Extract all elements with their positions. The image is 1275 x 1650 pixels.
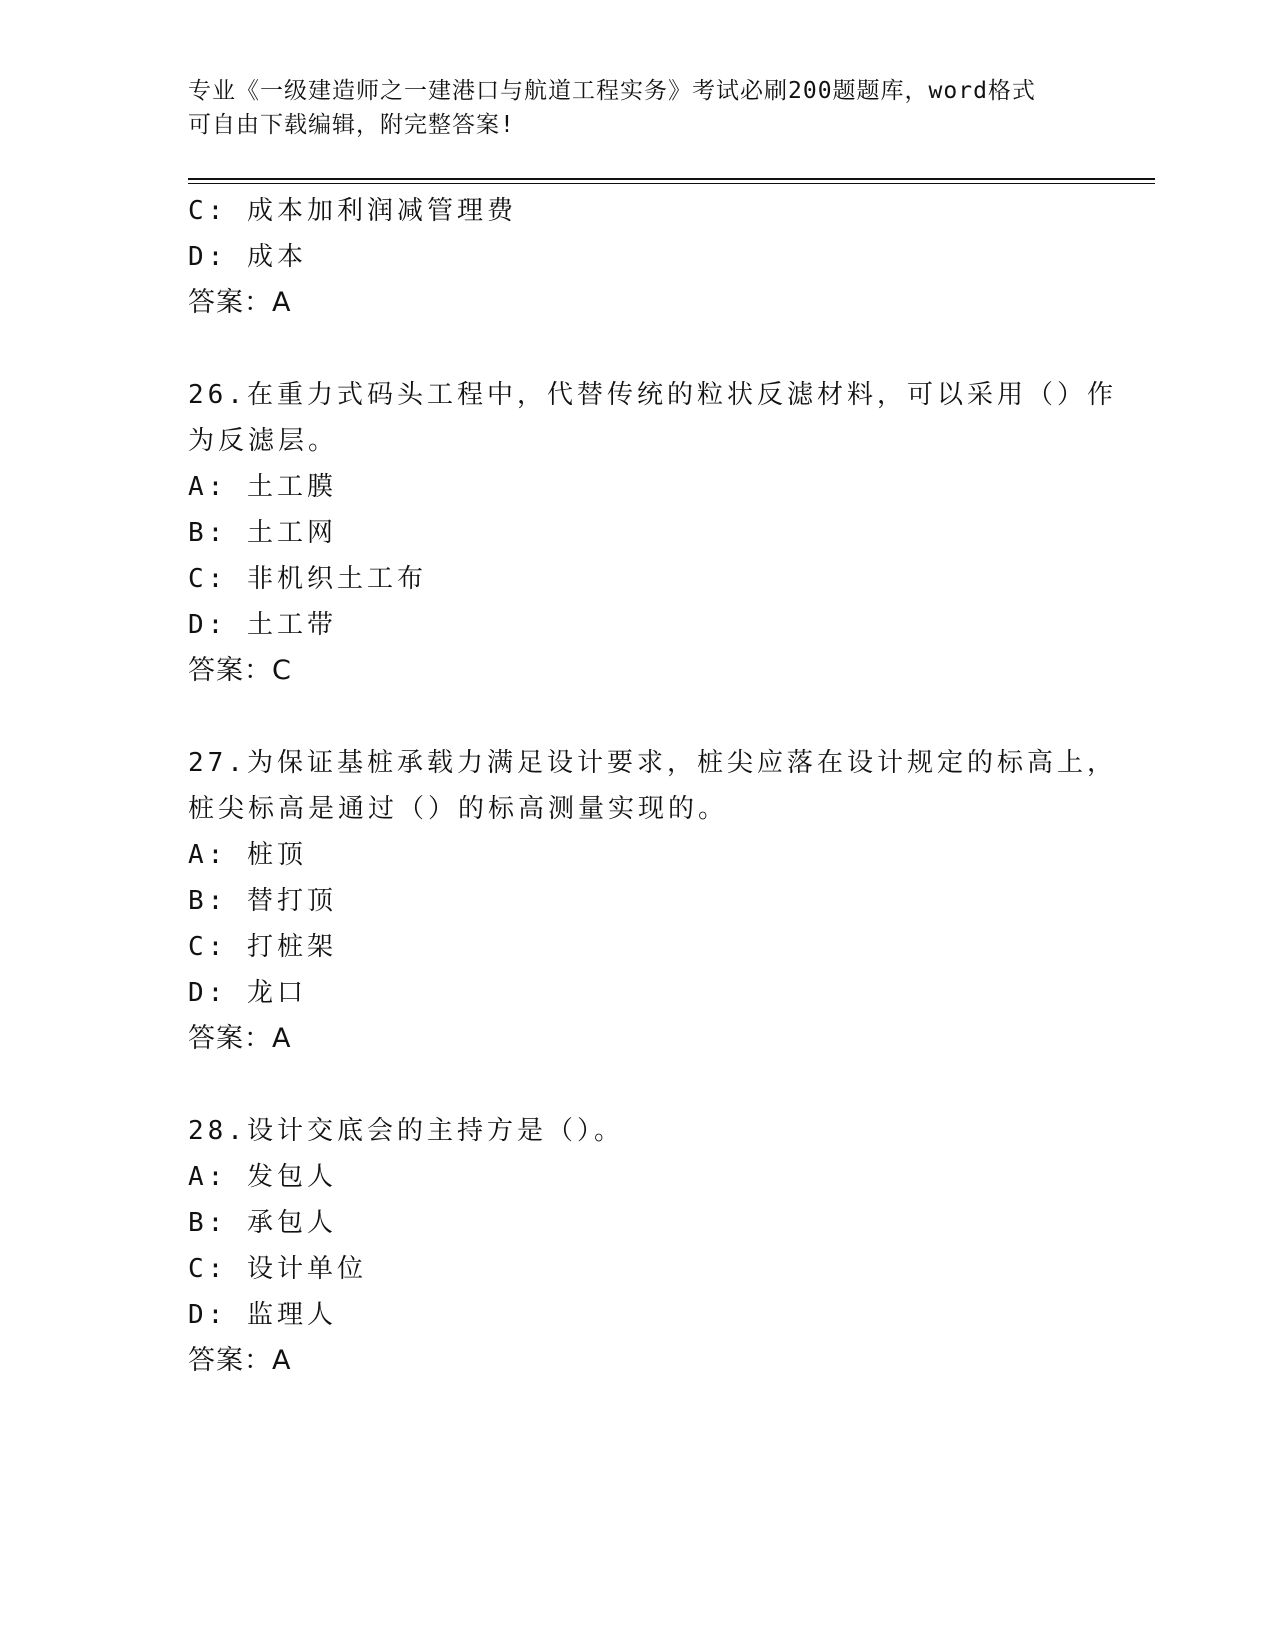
answer-line: 答案：A	[188, 1345, 292, 1376]
header-divider-thick	[188, 178, 1155, 180]
option-c: C: 设计单位	[188, 1254, 367, 1284]
header-divider-thin	[188, 183, 1155, 184]
question-block-28	[188, 1108, 1108, 1384]
answer-line: 答案：A	[188, 1023, 292, 1054]
answer-line: 答案：A	[188, 287, 292, 318]
question-block-26	[188, 372, 1117, 694]
option-a: A: 桩顶	[188, 840, 307, 870]
option-b: B: 承包人	[188, 1208, 337, 1238]
question-block-27	[188, 740, 1117, 1062]
option-a: A: 发包人	[188, 1162, 337, 1192]
option-c: C: 成本加利润减管理费	[188, 196, 517, 226]
option-b: B: 土工网	[188, 518, 337, 548]
question-stem: 26.在重力式码头工程中，代替传统的粒状反滤材料，可以采用（）作	[188, 380, 1117, 410]
header-title-line-2: 可自由下载编辑，附完整答案!	[188, 112, 515, 138]
answer-line: 答案：C	[188, 655, 292, 686]
option-d: D: 土工带	[188, 610, 337, 640]
document-header	[188, 74, 1088, 142]
question-stem: 28.设计交底会的主持方是（）。	[188, 1116, 624, 1146]
option-d: D: 龙口	[188, 978, 307, 1008]
question-stem: 27.为保证基桩承载力满足设计要求，桩尖应落在设计规定的标高上，	[188, 748, 1117, 778]
question-stem-continued: 桩尖标高是通过（）的标高测量实现的。	[188, 794, 729, 824]
question-content	[188, 188, 1117, 1384]
header-title-line-1: 专业《一级建造师之一建港口与航道工程实务》考试必刷200题题库，word格式	[188, 78, 1036, 104]
option-b: B: 替打顶	[188, 886, 337, 916]
option-d: D: 监理人	[188, 1300, 337, 1330]
option-d: D: 成本	[188, 242, 307, 272]
option-a: A: 土工膜	[188, 472, 337, 502]
option-c: C: 非机织土工布	[188, 564, 427, 594]
option-c: C: 打桩架	[188, 932, 337, 962]
question-stem-continued: 为反滤层。	[188, 426, 339, 456]
question-block-25-tail	[188, 188, 1108, 326]
